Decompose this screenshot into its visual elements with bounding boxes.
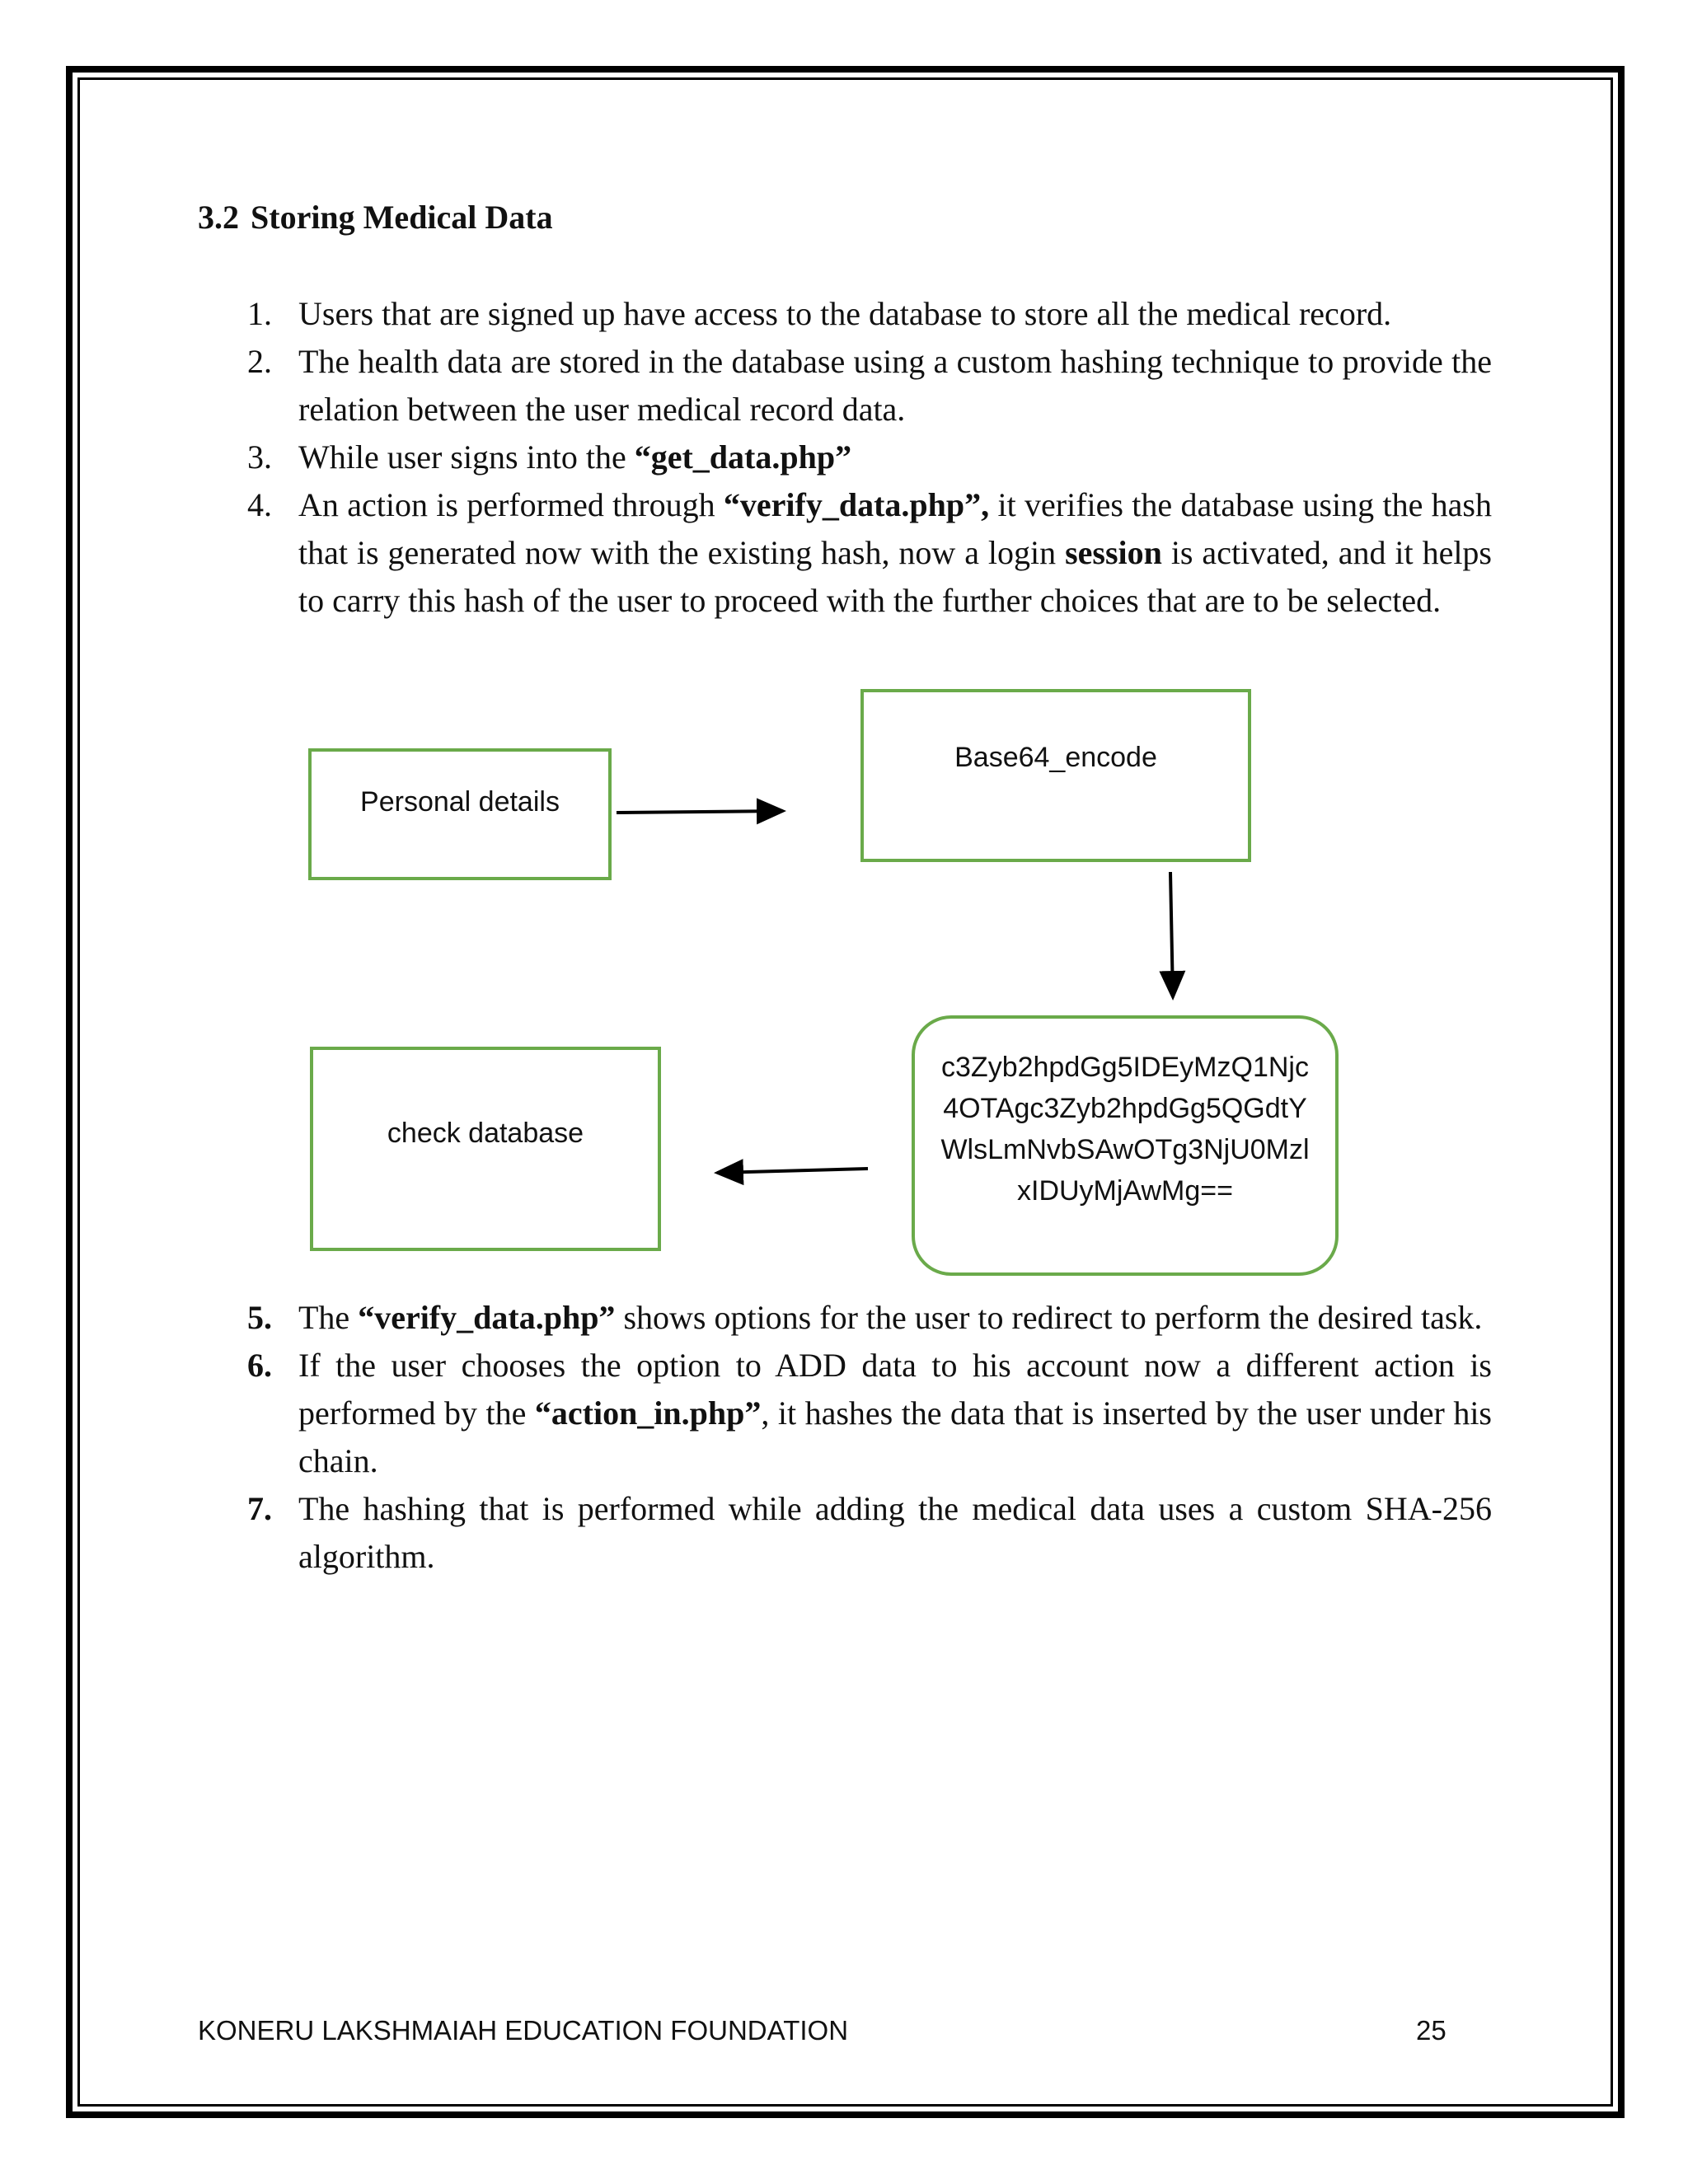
file-name-verify-data: “verify_data.php”, [723, 486, 990, 523]
list-marker: 1. [247, 295, 272, 332]
list-item [239, 434, 1492, 481]
list-marker: 3. [247, 438, 272, 476]
list-marker: 5. [247, 1299, 272, 1336]
list-item-text: The hashing that is performed while adding the medical data uses a custom SHA-256 algorithm. [298, 1490, 1492, 1575]
list-marker: 4. [247, 486, 272, 523]
hash-line: xIDUyMjAwMg== [1017, 1175, 1233, 1207]
file-name-action-in: “action_in.php” [534, 1394, 762, 1432]
list-item [239, 338, 1492, 434]
list-item-text: , it hashes the data that is inserted by the user under his chain. [298, 1394, 1492, 1479]
page-number: 25 [1416, 2015, 1447, 2046]
list-item-text: If the user chooses the option to ADD data to his account now a different action is performed by the [298, 1347, 1492, 1432]
personal-details-label: Personal details [360, 786, 560, 818]
list-item-text: The [298, 1299, 359, 1336]
session-term: session [1065, 534, 1162, 571]
list-item-text: Users that are signed up have access to the database to store all the medical record. [298, 295, 1392, 332]
hash-line: WlsLmNvbSAwOTg3NjU0Mzl [940, 1134, 1310, 1165]
steps-list-2 [239, 1294, 1492, 1581]
file-name-verify-data: “verify_data.php” [358, 1299, 616, 1336]
personal-details-box [308, 748, 612, 880]
file-name-get-data: “get_data.php” [634, 438, 852, 476]
list-item [239, 290, 1492, 338]
hash-line: c3Zyb2hpdGg5IDEyMzQ1Njc [941, 1052, 1309, 1083]
list-marker: 7. [247, 1490, 272, 1527]
base64-encode-label: Base64_encode [954, 742, 1157, 773]
list-item-text: An action is performed through [298, 486, 724, 523]
list-item-text: While user signs into the [298, 438, 635, 476]
list-item-text: shows options for the user to redirect to perform the desired task. [615, 1299, 1483, 1336]
check-database-label: check database [387, 1118, 584, 1149]
base64-encode-box [860, 689, 1251, 862]
list-item [239, 1294, 1492, 1342]
list-item [239, 1342, 1492, 1485]
list-marker: 6. [247, 1347, 272, 1384]
check-database-box [310, 1047, 661, 1251]
section-number: 3.2 [198, 199, 239, 236]
hash-line: 4OTAgc3Zyb2hpdGg5QGdtY [943, 1093, 1307, 1124]
steps-list-1 [239, 290, 1492, 625]
section-heading [198, 198, 553, 237]
list-item [239, 1485, 1492, 1581]
footer-organization: KONERU LAKSHMAIAH EDUCATION FOUNDATION [198, 2015, 849, 2046]
encoded-hash-box [912, 1015, 1339, 1276]
list-marker: 2. [247, 343, 272, 380]
list-item-text: The health data are stored in the database using a custom hashing technique to provide the relation between the user medical record data. [298, 343, 1492, 428]
list-item-text: is activated, and it helps to carry this hash of the user to proceed with the further choices that are to be selected. [298, 534, 1492, 619]
list-item-text: it verifies the database using the hash that is generated now with the existing hash, now a login [298, 486, 1492, 571]
section-title: Storing Medical Data [251, 199, 553, 236]
list-item [239, 481, 1492, 625]
